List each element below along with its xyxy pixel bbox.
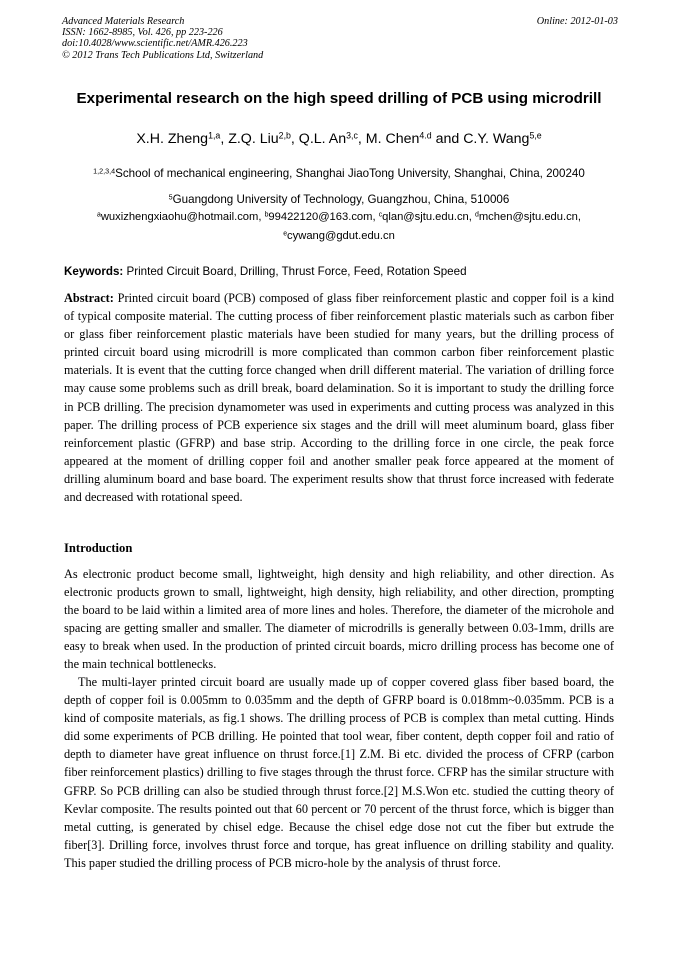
email-sup: b — [264, 211, 269, 219]
email-sup: d — [475, 211, 479, 219]
publication-header — [62, 16, 618, 61]
introduction-paragraph: The multi-layer printed circuit board are usually made up of copper covered glass fiber based board, the depth of copper foil is 0.005mm to 0.035mm and the depth of GFRP board is 0.018mm~0.035mm. PCB is a kind of composite materials, as fig.1 shows. The drilling process of PCB is complex than metal cutting. Hinds did some experiments of PCB drilling. He pointed that tool wear, fiber content, depth copper foil and ratio of depth to diameter have great influence on thrust force.[1] Z.M. Bi etc. divided the process of CFRP (carbon fiber reinforcement plastics) drilling to five stages through the thrust force. CFRP has the similar structure with GFRP. So PCB drilling can also be studied through thrust force.[2] M.S.Won etc. studied the cutting theory of Kevlar composite. The results pointed out that 60 percent or 70 percent of the thrust force, which is bigger than metal cutting, is generated by chisel edge. Because the chisel edge dose not cut the fiber but extrude the fiber[3]. Drilling force, involves thrust force and torque, has great influence on drilling stability and quality. This paper studied the drilling process of PCB micro-hole by the analysis of thrust force. — [64, 675, 614, 870]
author — [299, 131, 366, 147]
email-address[interactable]: 99422120@163.com, — [268, 211, 379, 223]
affiliation-guangdong — [30, 193, 648, 206]
keywords-label: Keywords: — [64, 265, 124, 278]
doi-line: doi:10.4028/www.scientific.net/AMR.426.223 — [62, 38, 248, 50]
email-sup: a — [96, 211, 101, 219]
abstract-label: Abstract: — [64, 291, 114, 305]
author-name: Z.Q. Liu — [228, 131, 279, 147]
author-name: M. Chen — [365, 131, 420, 147]
online-date: Online: 2012-01-03 — [536, 16, 618, 27]
email-address[interactable]: cywang@gdut.edu.cn — [287, 230, 395, 242]
keywords-text: Printed Circuit Board, Drilling, Thrust Force, Feed, Rotation Speed — [123, 265, 467, 278]
author — [366, 131, 463, 147]
introduction-paragraph: As electronic product become small, lightweight, high density and high reliability, and other direction. As electronic products grown to small, lightweight, high density, high reliability, and other direction, prompting the board to be laid within a limited area of more lines and holes. Therefore, the diameter of the microhole and spacing are getting smaller and smaller. The diameter of microdrills is generally between 0.03-1mm, drills are easy to break when used. In the production of printed circuit boards, micro drilling process has become one of the main technical bottlenecks. — [64, 567, 614, 672]
issn-line: ISSN: 1662-8985, Vol. 426, pp 223-226 — [62, 27, 223, 39]
affiliation-sup: 5 — [168, 192, 173, 202]
paper-title: Experimental research on the high speed drilling of PCB using microdrill — [76, 90, 602, 107]
author-sep: , — [220, 131, 229, 147]
email-sup: e — [283, 230, 288, 238]
email-address[interactable]: wuxizhengxiaohu@hotmail.com, — [100, 211, 265, 223]
author — [463, 131, 541, 147]
email-address[interactable]: qlan@sjtu.edu.cn, — [382, 211, 475, 223]
affiliation-text: School of mechanical engineering, Shanghai JiaoTong University, Shanghai, China, 200240 — [115, 167, 585, 180]
author — [136, 131, 228, 147]
author-name: C.Y. Wang — [463, 131, 530, 147]
author-list — [40, 131, 638, 147]
author-sup: 3,c — [346, 130, 358, 141]
copyright-line: © 2012 Trans Tech Publications Ltd, Switzerland — [62, 49, 264, 61]
journal-name: Advanced Materials Research — [62, 16, 185, 27]
author-sup: 2,b — [278, 130, 291, 141]
author-sep: , — [290, 131, 299, 147]
email-address[interactable]: mchen@sjtu.edu.cn, — [478, 211, 582, 223]
author-name: Q.L. An — [298, 131, 347, 147]
author-sep: , — [357, 131, 366, 147]
author — [228, 131, 299, 147]
author-sep: and — [431, 131, 464, 147]
affiliation-sup: 1,2,3,4 — [93, 166, 116, 176]
email-list-last — [30, 227, 648, 246]
abstract-text: Printed circuit board (PCB) composed of glass fiber reinforcement plastic and copper foil is a kind of typical composite material. The cutting process of fiber reinforcement plastic materials such as carbon fiber or glass fiber reinforcement plastic materials have been studied for many years, but the drilling process of printed circuit board using microdrill is more complicated than common carbon fiber reinforcement plastic materials. It is event that the cutting force changed when drill different material. The variation of drilling force may cause some problems such as drill break, board delamination. So it is important to study the drilling force in PCB drilling. The precision dynamometer was used in experiments and cutting process was analyzed in this paper. The drilling process of PCB experience six stages and the drill will meet aluminum board, glass fiber reinforcement plastic (GFRP) and base strip. According to the drilling force in one circle, the peak force appeared at the moment of drilling copper foil and another smaller peak force appeared at the moment of drilling aluminum board and base board. The experiment results show that thrust force increased with federate and decreased with rotational speed. — [64, 291, 614, 505]
author-name: X.H. Zheng — [136, 131, 209, 147]
affiliation-shanghai — [30, 167, 648, 180]
author-sup: 4.d — [419, 130, 432, 141]
abstract — [64, 289, 614, 506]
section-heading-introduction: Introduction — [64, 541, 133, 555]
affiliation-text: Guangdong University of Technology, Guangzhou, China, 510006 — [172, 193, 510, 206]
author-sup: 5,e — [529, 130, 542, 141]
author-sup: 1,a — [208, 130, 221, 141]
email-list — [30, 208, 648, 227]
keywords — [64, 265, 618, 278]
email-sup: c — [378, 211, 383, 219]
